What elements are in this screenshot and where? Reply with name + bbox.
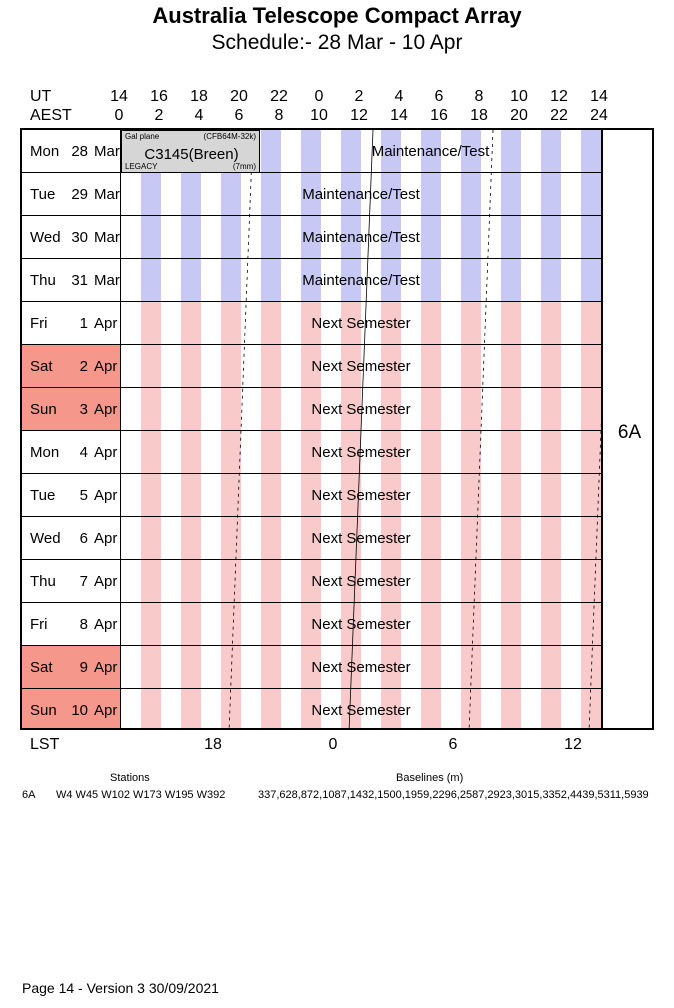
day-name: Mon [30, 443, 60, 461]
stations-config: 6A [22, 789, 36, 801]
ut-tick-label: 18 [190, 88, 208, 105]
array-configuration: 6A [617, 422, 642, 443]
schedule-block-label[interactable]: Next Semester [311, 616, 411, 633]
stations-heading: Stations [110, 772, 150, 784]
lst-tick-label: 12 [564, 736, 582, 753]
schedule-block-label[interactable]: Maintenance/Test [371, 143, 490, 160]
day-label [22, 259, 120, 302]
schedule-block-label[interactable]: Next Semester [311, 530, 411, 547]
aest-tick-label: 4 [194, 107, 204, 124]
day-date: 28 [71, 142, 88, 160]
aest-tick-label: 6 [234, 107, 244, 124]
day-month: Apr [94, 400, 118, 418]
aest-tick-label: 22 [550, 107, 568, 124]
lst-tick-label: 6 [448, 736, 458, 753]
schedule-subtitle: Schedule:- 28 Mar - 10 Apr [211, 31, 463, 54]
day-month: Apr [94, 572, 118, 590]
ut-tick-label: 20 [230, 88, 248, 105]
schedule-block-label[interactable]: Next Semester [311, 444, 411, 461]
day-label [22, 130, 120, 173]
ut-tick-label: 6 [434, 88, 444, 105]
day-month: Apr [94, 314, 118, 332]
project-slot[interactable] [121, 130, 260, 173]
schedule-block-label[interactable]: Next Semester [311, 487, 411, 504]
day-label [22, 517, 120, 560]
aest-tick-label: 14 [390, 107, 408, 124]
ut-tick-label: 14 [110, 88, 128, 105]
day-date: 3 [79, 400, 88, 418]
day-month: Mar [94, 142, 120, 160]
day-date: 2 [79, 357, 88, 375]
day-name: Tue [30, 185, 56, 203]
baselines-list: 337,628,872,1087,1432,1500,1959,2296,2587,2923,3015,3352,4439,5311,5939 [258, 789, 649, 801]
day-month: Apr [94, 615, 118, 633]
day-month: Apr [94, 486, 118, 504]
day-date: 6 [79, 529, 88, 547]
lst-tick-label: 0 [328, 736, 338, 753]
day-name: Fri [30, 314, 48, 332]
day-month: Mar [94, 185, 120, 203]
day-name: Sun [30, 400, 57, 418]
schedule-block-label[interactable]: Next Semester [311, 573, 411, 590]
day-date: 10 [71, 701, 88, 719]
day-label [22, 689, 120, 730]
day-label [22, 388, 120, 431]
aest-tick-label: 18 [470, 107, 488, 124]
day-date: 30 [71, 228, 88, 246]
schedule-block-label[interactable]: Next Semester [311, 659, 411, 676]
day-name: Wed [30, 228, 61, 246]
aest-tick-label: 2 [154, 107, 164, 124]
schedule-block-label[interactable]: Maintenance/Test [302, 229, 420, 246]
day-name: Wed [30, 529, 61, 547]
day-date: 4 [79, 443, 88, 461]
day-label [22, 216, 120, 259]
day-name: Mon [30, 142, 60, 160]
schedule-block-label[interactable]: Next Semester [311, 358, 411, 375]
slot-project-name: C3145(Breen) [144, 146, 239, 163]
day-label [22, 603, 120, 646]
schedule-block-label[interactable]: Maintenance/Test [302, 186, 420, 203]
day-date: 1 [79, 314, 88, 332]
slot-tag-top-right: (CFB64M-32k) [203, 132, 256, 141]
day-month: Apr [94, 443, 118, 461]
schedule-block-label[interactable]: Next Semester [311, 702, 411, 719]
day-date: 29 [71, 185, 88, 203]
day-month: Apr [94, 529, 118, 547]
ut-tick-label: 10 [510, 88, 528, 105]
ut-tick-label: 4 [394, 88, 404, 105]
day-name: Tue [30, 486, 56, 504]
lst-tick-label: 18 [204, 736, 222, 753]
day-name: Fri [30, 615, 48, 633]
day-label [22, 173, 120, 216]
ut-tick-label: 0 [314, 88, 324, 105]
aest-tick-label: 16 [430, 107, 448, 124]
plot-area [121, 130, 601, 728]
ut-tick-label: 22 [270, 88, 288, 105]
ut-tick-label: 2 [354, 88, 364, 105]
ut-tick-label: 16 [150, 88, 168, 105]
configuration-column [601, 130, 654, 728]
day-month: Mar [94, 271, 120, 289]
aest-tick-label: 12 [350, 107, 368, 124]
aest-tick-label: 8 [274, 107, 284, 124]
ut-tick-label: 8 [474, 88, 484, 105]
day-label [22, 345, 120, 388]
day-name: Thu [30, 271, 56, 289]
day-name: Sun [30, 701, 57, 719]
slot-tag-bottom-left: LEGACY [125, 162, 158, 171]
day-month: Apr [94, 658, 118, 676]
lst-line [229, 130, 253, 728]
lst-line [589, 130, 601, 728]
schedule-grid [20, 128, 654, 730]
day-label [22, 646, 120, 689]
day-column [22, 130, 121, 728]
day-name: Sat [30, 658, 53, 676]
schedule-block-label[interactable]: Next Semester [311, 401, 411, 418]
slot-tag-top-left: Gal plane [125, 132, 160, 141]
lst-line [349, 130, 373, 728]
day-label [22, 431, 120, 474]
ut-tick-label: 12 [550, 88, 568, 105]
day-date: 8 [79, 615, 88, 633]
page-footer: Page 14 - Version 3 30/09/2021 [22, 980, 219, 996]
aest-tick-label: 10 [310, 107, 328, 124]
stations-list: W4 W45 W102 W173 W195 W392 [56, 789, 226, 801]
day-label [22, 302, 120, 345]
day-date: 5 [79, 486, 88, 504]
lst-line [469, 130, 493, 728]
lst-lines [121, 130, 601, 728]
aest-tick-label: 0 [114, 107, 124, 124]
schedule-block-label[interactable]: Next Semester [311, 315, 411, 332]
ut-tick-label: 14 [590, 88, 608, 105]
lst-axis-label: LST [30, 736, 60, 753]
day-label [22, 474, 120, 517]
day-month: Apr [94, 701, 118, 719]
aest-tick-label: 24 [590, 107, 608, 124]
day-name: Thu [30, 572, 56, 590]
page-title: Australia Telescope Compact Array [152, 3, 522, 28]
day-month: Mar [94, 228, 120, 246]
aest-tick-label: 20 [510, 107, 528, 124]
slot-tag-bottom-right: (7mm) [232, 162, 256, 171]
day-date: 7 [79, 572, 88, 590]
day-month: Apr [94, 357, 118, 375]
day-date: 9 [79, 658, 88, 676]
day-name: Sat [30, 357, 53, 375]
day-label [22, 560, 120, 603]
ut-axis-label: UT [30, 88, 52, 105]
schedule-block-label[interactable]: Maintenance/Test [302, 272, 420, 289]
day-date: 31 [71, 271, 88, 289]
aest-axis-label: AEST [30, 107, 72, 124]
baselines-heading: Baselines (m) [396, 772, 464, 784]
